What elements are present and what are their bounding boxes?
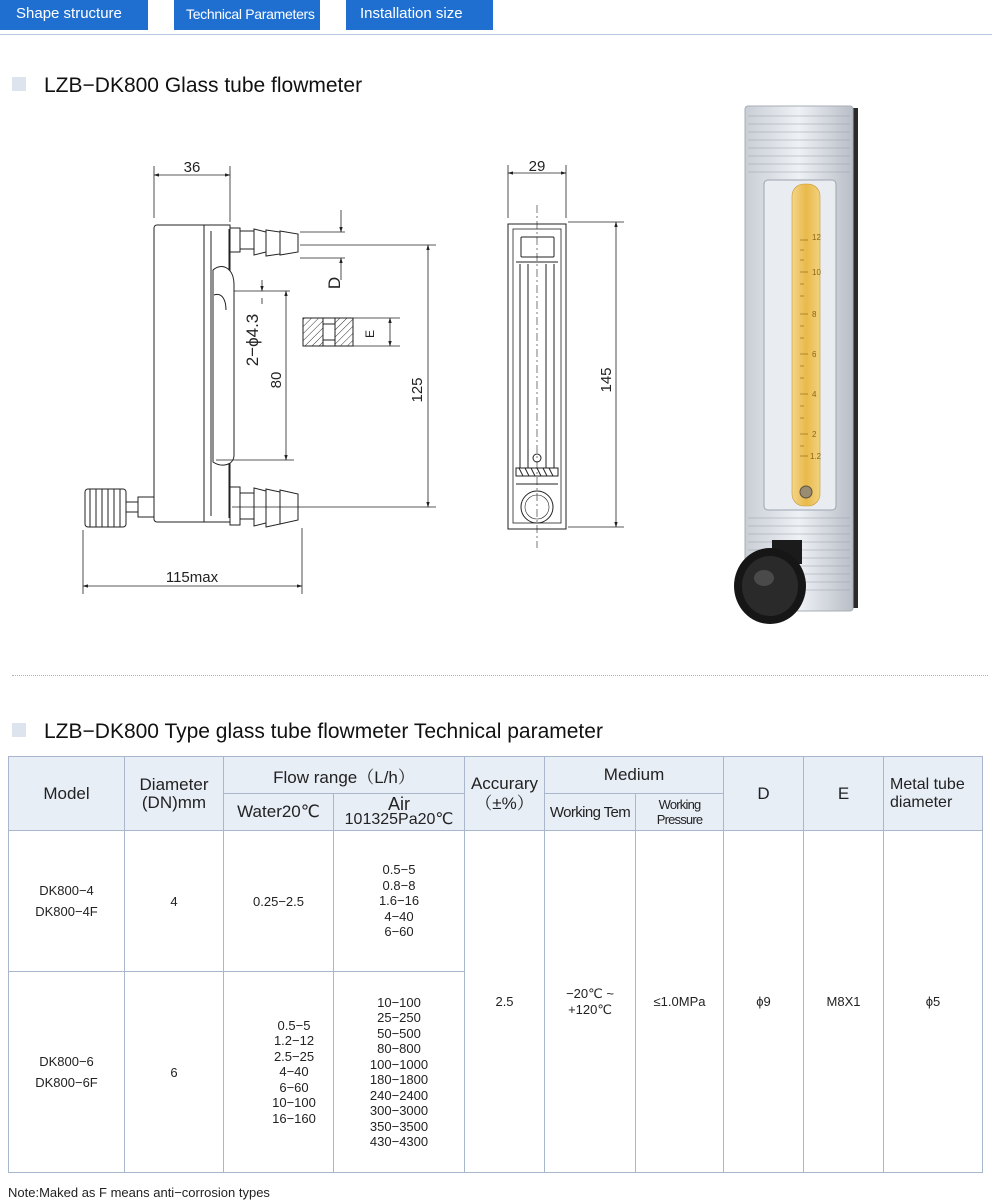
dim-145: 145 xyxy=(598,367,615,393)
header-water: Water20℃ xyxy=(224,794,334,831)
scale-label: 1.2 xyxy=(810,452,822,461)
header-working-pressure: Working Pressure xyxy=(636,794,724,831)
cell-working-tem: −20℃ ~ +120℃ xyxy=(545,831,636,1173)
technical-parameter-table xyxy=(8,756,983,1173)
technical-drawing xyxy=(0,100,992,660)
scale-label: 12 xyxy=(812,233,821,242)
header-accuracy: Accurary （±%） xyxy=(465,757,545,831)
scale-label: 10 xyxy=(812,268,821,277)
footnote: Note:Maked as F means anti−corrosion types xyxy=(8,1185,270,1200)
table-row xyxy=(9,831,983,972)
cell-working-pressure: ≤1.0MPa xyxy=(636,831,724,1173)
scale-label: 4 xyxy=(812,390,817,399)
scale-label: 6 xyxy=(812,350,817,359)
dim-115max: 115max xyxy=(165,569,219,586)
scale-label: 8 xyxy=(812,310,817,319)
dim-29: 29 xyxy=(528,158,546,175)
square-bullet-icon xyxy=(12,723,26,737)
header-medium: Medium xyxy=(545,757,724,794)
header-metal-tube-diameter: Metal tube diameter xyxy=(884,757,983,831)
section-title-technical-parameter xyxy=(12,720,603,744)
cell-model: DK800−4 DK800−4F xyxy=(9,831,125,972)
header-e: E xyxy=(804,757,884,831)
tab-installation-size[interactable]: Installation size xyxy=(346,0,493,30)
header-air: Air 101325Pa20℃ xyxy=(334,794,465,831)
tab-shape-structure[interactable]: Shape structure xyxy=(0,0,148,30)
dim-d: D xyxy=(325,276,344,290)
cell-e: M8X1 xyxy=(804,831,884,1173)
section-divider xyxy=(12,675,988,676)
section-title-text: LZB−DK800 Glass tube flowmeter xyxy=(44,74,363,97)
tab-technical-parameters[interactable]: Technical Parameters xyxy=(174,0,320,30)
cell-water-range: 0.5−5 1.2−12 2.5−25 4−40 6−60 10−100 16−160 xyxy=(224,972,334,1173)
scale-label: 2 xyxy=(812,430,817,439)
flowmeter-photo xyxy=(734,106,858,624)
tab-bar xyxy=(0,0,992,35)
dim-80: 80 xyxy=(268,371,285,389)
cell-d: ϕ9 xyxy=(724,831,804,1173)
section-title-text: LZB−DK800 Type glass tube flowmeter Technical parameter xyxy=(44,720,603,743)
header-model: Model xyxy=(9,757,125,831)
side-view xyxy=(508,165,624,548)
cell-diameter: 4 xyxy=(125,831,224,972)
header-d: D xyxy=(724,757,804,831)
dim-125: 125 xyxy=(409,377,426,403)
cell-air-range: 0.5−5 0.8−8 1.6−16 4−40 6−60 xyxy=(334,831,465,972)
header-flow-range: Flow range（L/h） xyxy=(224,757,465,794)
cell-metal-tube: ϕ5 xyxy=(884,831,983,1173)
header-diameter: Diameter (DN)mm xyxy=(125,757,224,831)
header-working-tem: Working Tem xyxy=(545,794,636,831)
cell-diameter: 6 xyxy=(125,972,224,1173)
front-view xyxy=(83,166,436,594)
cell-air-range: 10−100 25−250 50−500 80−800 100−1000 180−1800 240−2400 300−3000 350−3500 430−4300 xyxy=(334,972,465,1173)
square-bullet-icon xyxy=(12,77,26,91)
cell-water-range: 0.25−2.5 xyxy=(224,831,334,972)
cell-accuracy: 2.5 xyxy=(465,831,545,1173)
dim-holes: 2−ϕ4.3 xyxy=(243,313,262,367)
dim-e: E xyxy=(363,329,377,339)
section-title-glass-tube-flowmeter xyxy=(12,74,362,98)
cell-model: DK800−6 DK800−6F xyxy=(9,972,125,1173)
dim-36: 36 xyxy=(183,159,201,176)
